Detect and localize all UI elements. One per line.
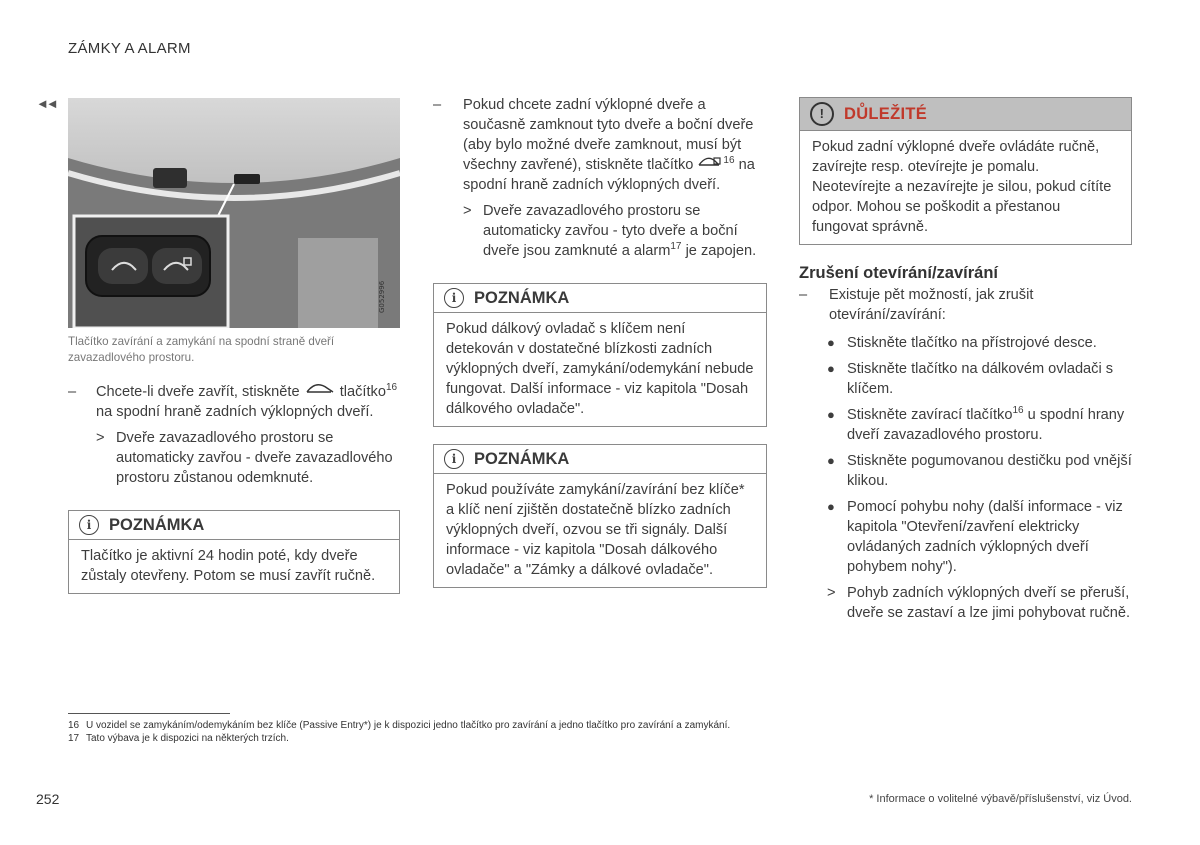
section-heading: Zrušení otevírání/zavírání	[799, 264, 998, 282]
list-item: ● Stiskněte tlačítko na dálkovém ovladači s klíčem.	[827, 361, 1114, 397]
note-title: POZNÁMKA	[109, 516, 205, 534]
info-icon: i	[444, 288, 464, 308]
note-box-1	[68, 510, 400, 594]
note-box-2	[433, 283, 767, 427]
footnote-divider	[68, 713, 230, 714]
list-item: ● Stiskněte zavírací tlačítko$^{16}$ u spodní hrany dveří zavazadlového prostoru.	[827, 405, 1125, 443]
warning-icon: !	[810, 102, 834, 126]
figure-code: G052996	[378, 280, 386, 313]
footnotes	[68, 719, 730, 745]
instruction-close-lock: – Pokud chcete zadní výklopné dveře a současně zamknout tyto dveře a boční dveře (aby bylo možné dveře zamknout, musí být všechny zavřené), stiskněte tlačítko $^{16}$ na spodní hraně zadních výklopných dveří.	[433, 97, 755, 193]
note-title: POZNÁMKA	[474, 289, 570, 307]
bullet-icon: ●	[827, 499, 835, 514]
list-item: ● Stiskněte pogumovanou destičku pod vnější klikou.	[827, 453, 1132, 489]
cancel-intro: – Existuje pět možností, jak zrušit otevírání/zavírání:	[799, 287, 1034, 323]
close-lock-button-icon	[697, 155, 723, 169]
footnote: 16 U vozidel se zamykáním/odemykáním bez klíče (Passive Entry*) je k dispozici jedno tlačítko pro zavírání a jedno tlačítko pro zavírání a zamykání.	[68, 720, 731, 731]
important-text: Pokud zadní výklopné dveře ovládáte ručně, zavírejte resp. otevírejte je pomalu. Neotevírejte a nezavírejte je silou, pokud cítíte odpor. Mohou se poškodit a přestanou fungovat správně.	[812, 139, 1112, 235]
note-title: POZNÁMKA	[474, 450, 570, 468]
result-close: > Dveře zavazadlového prostoru se automaticky zavřou - dveře zavazadlového prostoru zůstanou odemknuté.	[96, 430, 393, 486]
back-arrows-icon[interactable]: ◄◄	[36, 96, 56, 111]
figure-caption: Tlačítko zavírání a zamykání na spodní straně dveří zavazadlového prostoru.	[68, 335, 335, 364]
bullet-icon: ●	[827, 407, 835, 422]
bullet-icon: ●	[827, 453, 835, 468]
page-header-title: ZÁMKY A ALARM	[68, 40, 191, 57]
info-icon: i	[79, 515, 99, 535]
note-box-3	[433, 444, 767, 588]
info-icon: i	[444, 449, 464, 469]
important-box	[799, 97, 1132, 245]
optional-equipment-note: * Informace o volitelné výbavě/příslušenství, viz Úvod.	[869, 793, 1132, 805]
list-item: ● Stiskněte tlačítko na přístrojové desce.	[827, 335, 1097, 351]
bullet-icon: ●	[827, 361, 835, 376]
tailgate-button-figure	[68, 98, 400, 328]
bullet-icon: ●	[827, 335, 835, 350]
close-button-icon	[304, 382, 336, 396]
column-2	[433, 95, 767, 588]
footnote: 17 Tato výbava je k dispozici na některých trzích.	[68, 733, 289, 744]
note-text: Tlačítko je aktivní 24 hodin poté, kdy dveře zůstaly otevřeny. Potom se musí zavřít ručně.	[81, 548, 376, 584]
note-text: Pokud dálkový ovladač s klíčem není detekován v dostatečné blízkosti zadních výklopných dveří, zamykání/odemykání nebude fungovat. Další informace - viz kapitola "Dosah dálkového ovladače".	[446, 321, 754, 417]
column-3	[799, 97, 1132, 623]
page-number: 252	[36, 791, 60, 807]
important-title: DŮLEŽITÉ	[844, 105, 928, 123]
result-close-lock: > Dveře zavazadlového prostoru se automaticky zavřou - tyto dveře a boční dveře jsou zamknuté a alarm$^{17}$ je zapojen.	[463, 203, 757, 259]
column-1	[68, 98, 400, 594]
note-text: Pokud používáte zamykání/zavírání bez klíče* a klíč není zjištěn dostatečně blízko zadních výklopných dveří, ozvou se tři signály. Další informace - viz kapitola "Dosah dálkového ovladače" a "Zámky a dálkové ovladače".	[446, 482, 745, 578]
list-item: ● Pomocí pohybu nohy (další informace - viz kapitola "Otevření/zavření elektricky ovládaných zadních výklopných dveří pohybem nohy").	[827, 499, 1123, 575]
instruction-close: – Chcete-li dveře zavřít, stiskněte tlačítko$^{16}$ na spodní hraně zadních výklopných dveří.	[68, 382, 398, 420]
result-cancel: > Pohyb zadních výklopných dveří se přeruší, dveře se zastaví a lze jimi pohybovat ručně.	[827, 585, 1131, 621]
tailgate-illustration	[68, 98, 400, 328]
